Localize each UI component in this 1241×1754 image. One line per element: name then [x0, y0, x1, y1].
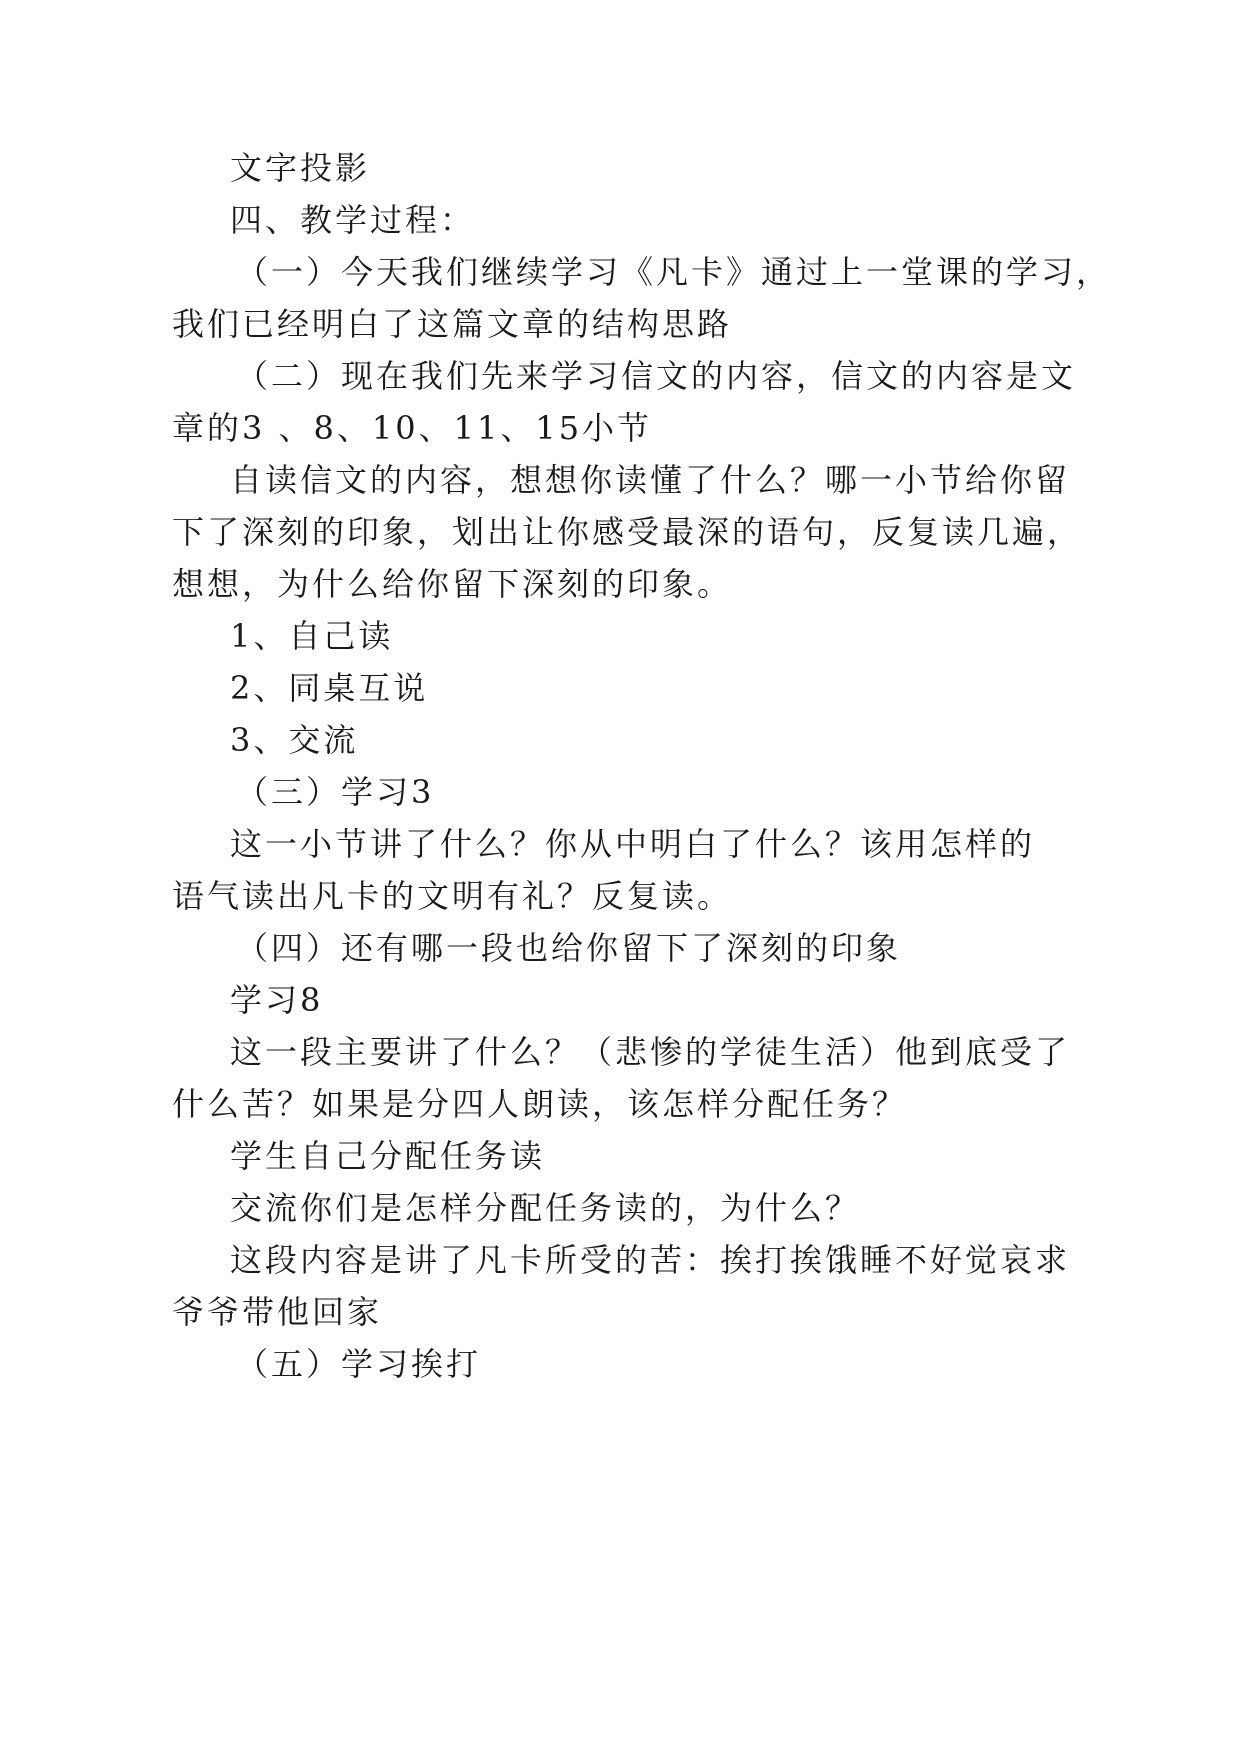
text-line: 这一段主要讲了什么？（悲惨的学徒生活）他到底受了 — [230, 1033, 1071, 1071]
list-item: 1、自己读 — [230, 617, 394, 655]
text-line: 什么苦？如果是分四人朗读，该怎样分配任务？ — [172, 1085, 908, 1123]
text-line: 学习8 — [230, 981, 324, 1019]
text-line: 我们已经明白了这篇文章的结构思路 — [172, 305, 733, 343]
list-item: 2、同桌互说 — [230, 669, 429, 707]
text-line: （四）还有哪一段也给你留下了深刻的印象 — [236, 929, 902, 967]
text-line: （三）学习3 — [236, 773, 435, 811]
text-line: 交流你们是怎样分配任务读的，为什么？ — [230, 1189, 861, 1227]
text-line: 这段内容是讲了凡卡所受的苦：挨打挨饿睡不好觉哀求 — [230, 1241, 1071, 1279]
text-line: （一）今天我们继续学习《凡卡》通过上一堂课的学习， — [236, 253, 1112, 291]
text-line: 语气读出凡卡的文明有礼？反复读。 — [172, 877, 733, 915]
text-line: 文字投影 — [230, 149, 371, 187]
text-line: 这一小节讲了什么？你从中明白了什么？该用怎样的 — [230, 825, 1036, 863]
text-line: 下了深刻的印象，划出让你感受最深的语句，反复读几遍， — [172, 513, 1083, 551]
text-line: （五）学习挨打 — [236, 1345, 482, 1383]
text-line: 想想，为什么给你留下深刻的印象。 — [172, 565, 733, 603]
text-line: （二）现在我们先来学习信文的内容，信文的内容是文 — [236, 357, 1077, 395]
list-item: 3、交流 — [230, 721, 359, 759]
text-line: 学生自己分配任务读 — [230, 1137, 546, 1175]
text-line: 爷爷带他回家 — [172, 1293, 383, 1331]
section-heading: 四、教学过程： — [230, 201, 476, 239]
text-line: 自读信文的内容，想想你读懂了什么？哪一小节给你留 — [230, 461, 1071, 499]
text-line: 章的3 、8、10、11、15小节 — [172, 409, 653, 447]
